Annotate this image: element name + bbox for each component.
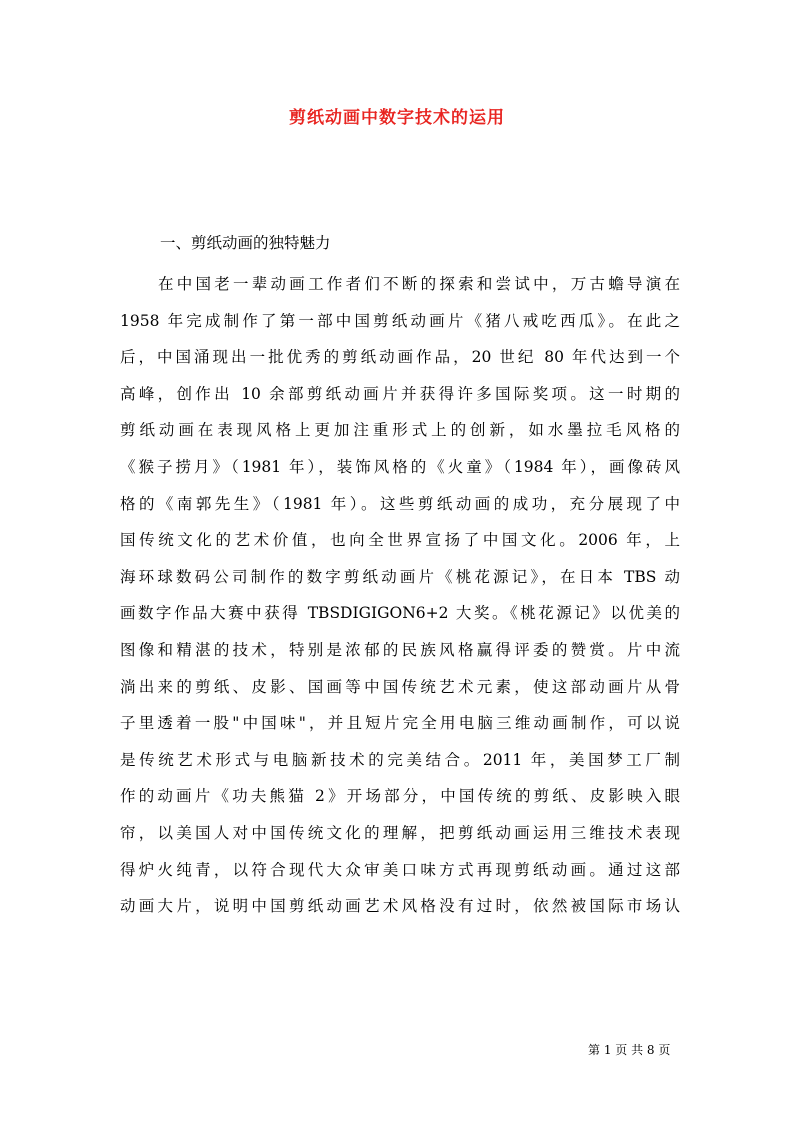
paragraph-line: 高峰，创作出 10 余部剪纸动画片并获得许多国际奖项。这一时期的 xyxy=(120,384,680,403)
paragraph-line: 国传统文化的艺术价值，也向全世界宣扬了中国文化。2006 年，上 xyxy=(120,531,680,550)
paragraph-line: 海环球数码公司制作的数字剪纸动画片《桃花源记》，在日本 TBS 动 xyxy=(120,567,680,586)
paragraph-line: 在中国老一辈动画工作者们不断的探索和尝试中，万古蟾导演在 xyxy=(158,275,680,293)
paragraph-line: 得炉火纯青，以符合现代大众审美口味方式再现剪纸动画。通过这部 xyxy=(120,860,680,879)
section-heading: 一、剪纸动画的独特魅力 xyxy=(160,234,331,252)
paragraph-line: 画数字作品大赛中获得 TBSDIGIGON6+2 大奖。《桃花源记》以优美的 xyxy=(120,604,680,623)
paragraph-line: 图像和精湛的技术，特别是浓郁的民族风格赢得评委的赞赏。片中流 xyxy=(120,640,680,659)
paragraph-line: 动画大片，说明中国剪纸动画艺术风格没有过时，依然被国际市场认 xyxy=(120,897,680,916)
paragraph-line: 后，中国涌现出一批优秀的剪纸动画作品，20 世纪 80 年代达到一个 xyxy=(120,348,680,367)
paragraph-line: 子里透着一股"中国味"，并且短片完全用电脑三维动画制作，可以说 xyxy=(120,714,680,733)
paragraph-line: 剪纸动画在表现风格上更加注重形式上的创新，如水墨拉毛风格的 xyxy=(120,421,680,440)
paragraph-line: 是传统艺术形式与电脑新技术的完美结合。2011 年，美国梦工厂制 xyxy=(120,750,680,769)
page-number-footer: 第 1 页 共 8 页 xyxy=(588,1043,671,1057)
paragraph-line: 1958 年完成制作了第一部中国剪纸动画片《猪八戒吃西瓜》。在此之 xyxy=(120,311,680,330)
paragraph-line: 格的《南郭先生》（1981 年）。这些剪纸动画的成功，充分展现了中 xyxy=(120,494,680,513)
body-paragraph xyxy=(120,272,680,931)
document-title: 剪纸动画中数字技术的运用 xyxy=(289,108,505,128)
paragraph-line: 作的动画片《功夫熊猫 2》开场部分，中国传统的剪纸、皮影映入眼 xyxy=(120,787,680,806)
paragraph-line: 《猴子捞月》（1981 年），装饰风格的《火童》（1984 年），画像砖风 xyxy=(120,457,680,476)
paragraph-line: 帘，以美国人对中国传统文化的理解，把剪纸动画运用三维技术表现 xyxy=(120,823,680,842)
paragraph-line: 淌出来的剪纸、皮影、国画等中国传统艺术元素，使这部动画片从骨 xyxy=(120,677,680,696)
